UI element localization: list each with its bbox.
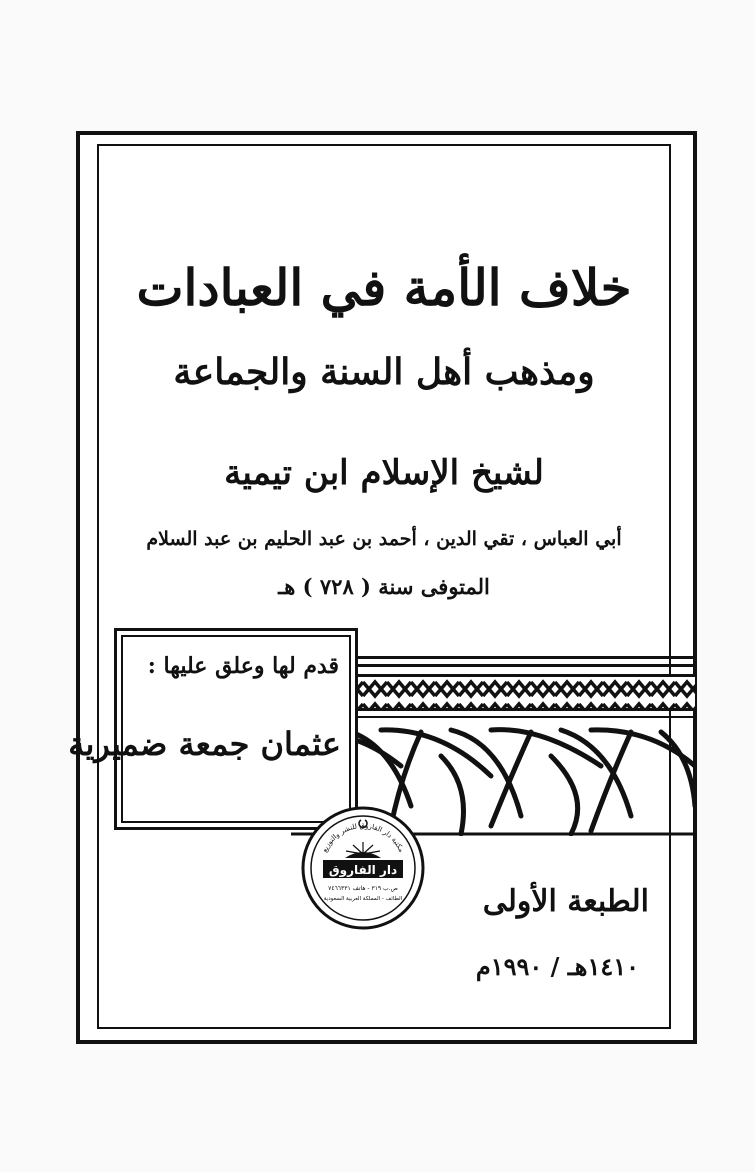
book-title-line-2: ومذهب أهل السنة والجماعة (173, 351, 595, 393)
publisher-seal (301, 806, 425, 930)
publisher-line-2: الطائف - المملكة العربية السعودية (323, 896, 403, 902)
author-full-name: أبي العباس ، تقي الدين ، أحمد بن عبد الحليم بن عبد السلام (146, 528, 622, 550)
cover-border (68, 144, 671, 1029)
author-short: لشيخ الإسلام ابن تيمية (224, 453, 544, 493)
death-date: المتوفى سنة ( ٧٢٨ ) هـ (278, 574, 490, 599)
outer-frame (68, 131, 697, 1044)
seal-ring-text: مكتبة دار الفاروق للنشر والتوزيع (320, 821, 406, 854)
publisher-name: دار الفاروق (328, 863, 398, 877)
editor-box-inner (68, 635, 351, 823)
publisher-line-1: ص.ب ٣١٩ - هاتف ٧٤٦٦٣٣١ (328, 885, 398, 892)
editor-name: عثمان جمعة ضميرية (68, 725, 341, 763)
book-title-line-1: خلاف الأمة في العبادات (136, 258, 632, 317)
edition-label: الطبعة الأولى (482, 884, 649, 919)
editor-label: قدم لها وعلق عليها : (147, 653, 339, 679)
edition-date: ١٤١٠هـ / ١٩٩٠م (475, 952, 639, 981)
editor-box (68, 628, 358, 830)
